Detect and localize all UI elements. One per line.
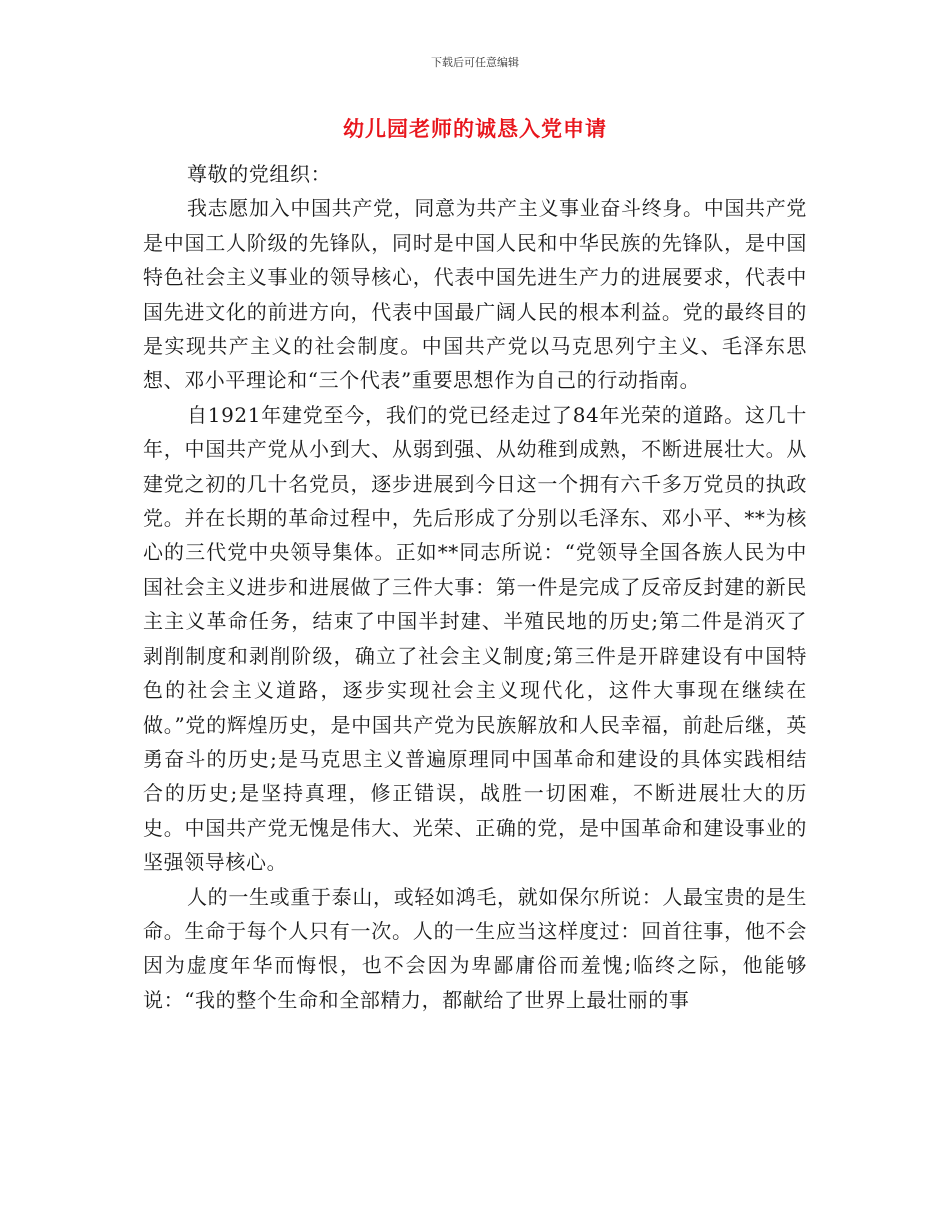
document-title: 幼儿园老师的诚恳入党申请 bbox=[343, 117, 607, 141]
paragraph-2: 自1921年建党至今，我们的党已经走过了84年光荣的道路。这几十年，中国共产党从小到大、从弱到强、从幼稚到成熟，不断进展壮大。从建党之初的几十名党员，逐步进展到今日这一个拥有六千多万党员的执政党。并在长期的革命过程中，先后形成了分别以毛泽东、邓小平、**为核心的三代党中央领导集体。正如**同志所说：“党领导全国各族人民为中国社会主义进步和进展做了三件大事：第一件是完成了反帝反封建的新民主主义革命任务，结束了中国半封建、半殖民地的历史;第二件是消灭了剥削制度和剥削阶级，确立了社会主义制度;第三件是开辟建设有中国特色的社会主义道路，逐步实现社会主义现代化，这件大事现在继续在做。”党的辉煌历史，是中国共产党为民族解放和人民幸福，前赴后继，英勇奋斗的历史;是马克思主义普遍原理同中国革命和建设的具体实践相结合的历史;是坚持真理，修正错误，战胜一切困难，不断进展壮大的历史。中国共产党无愧是伟大、光荣、正确的党，是中国革命和建设事业的坚强领导核心。 bbox=[143, 402, 807, 875]
header-note: 下载后可任意编辑 bbox=[431, 56, 519, 69]
salutation: 尊敬的党组织： bbox=[187, 162, 332, 186]
paragraph-1: 我志愿加入中国共产党，同意为共产主义事业奋斗终身。中国共产党是中国工人阶级的先锋队，同时是中国人民和中华民族的先锋队，是中国特色社会主义事业的领导核心，代表中国先进生产力的进展要求，代表中国先进文化的前进方向，代表中国最广阔人民的根本利益。党的最终目的是实现共产主义的社会制度。中国共产党以马克思列宁主义、毛泽东思想、邓小平理论和“三个代表”重要思想作为自己的行动指南。 bbox=[143, 196, 807, 393]
paragraph-3: 人的一生或重于泰山，或轻如鸿毛，就如保尔所说：人最宝贵的是生命。生命于每个人只有一次。人的一生应当这样度过：回首往事，他不会因为虚度年华而悔恨，也不会因为卑鄙庸俗而羞愧;临终之际，他能够说：“我的整个生命和全部精力，都献给了世界上最壮丽的事 bbox=[143, 884, 807, 1012]
document-body bbox=[143, 157, 807, 1017]
